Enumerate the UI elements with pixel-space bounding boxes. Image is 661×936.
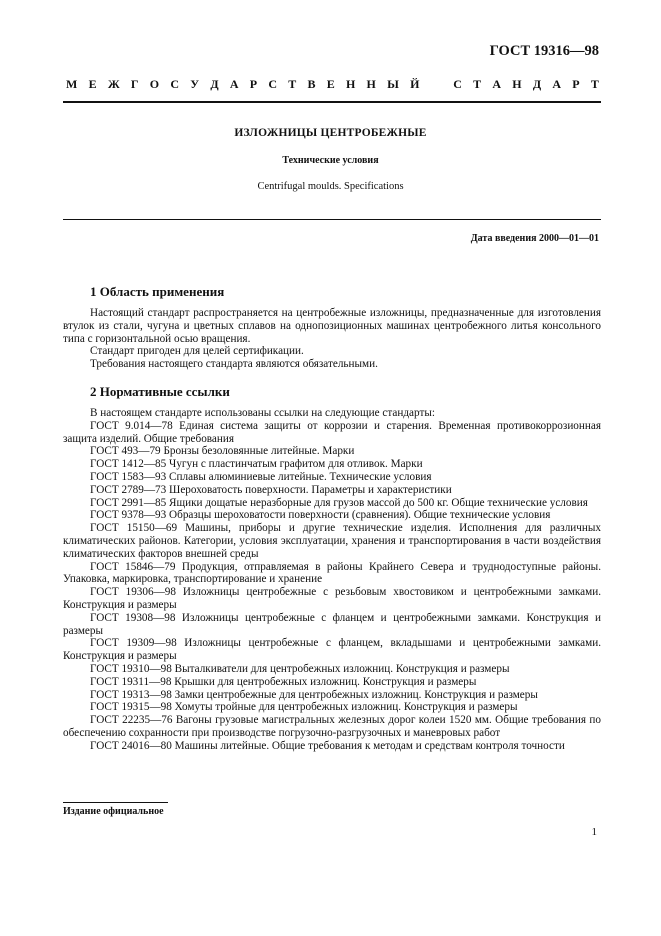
- banner-letter: Р: [572, 77, 580, 91]
- document-subtitle: Технические условия: [282, 155, 379, 166]
- section-heading: 1 Область применения: [90, 284, 225, 299]
- banner-letter: Н: [345, 77, 356, 91]
- banner-letter: Р: [249, 77, 258, 91]
- banner-letter: Й: [410, 77, 420, 91]
- banner-letter: В: [307, 77, 316, 91]
- banner-letter: А: [492, 77, 502, 91]
- document-title: ИЗЛОЖНИЦЫ ЦЕНТРОБЕЖНЫЕ: [234, 127, 427, 139]
- banner-letter: А: [552, 77, 562, 91]
- banner-letter: С: [268, 77, 277, 91]
- reference-item: ГОСТ 493—79 Бронзы безоловянные литейные. Марки: [90, 445, 355, 458]
- reference-item: ГОСТ 19308—98 Изложницы центробежные с фланцем и центробежными замками. Конструкция и размеры: [63, 611, 601, 637]
- banner-letter: Д: [210, 77, 219, 91]
- banner-letter: Ж: [107, 77, 120, 91]
- footer-divider: [63, 802, 168, 803]
- banner-letter: С: [453, 77, 462, 91]
- reference-item: ГОСТ 2789—73 Шероховатость поверхности. Параметры и характеристики: [90, 483, 452, 496]
- reference-item: ГОСТ 19306—98 Изложницы центробежные с резьбовым хвостовиком и центробежными замками. Конструкция и размеры: [63, 586, 601, 611]
- reference-item: ГОСТ 19310—98 Выталкиватели для центробежных изложниц. Конструкция и размеры: [90, 662, 510, 675]
- paragraph: Настоящий стандарт распространяется на центробежные изложницы, предназначенные для изготовления втулок из стали, чугуна и цветных сплавов на однопозиционных машинах центробежного литья консольного типа с горизонтальной осью вращения.: [63, 307, 601, 345]
- banner-letter: Н: [366, 77, 376, 91]
- reference-item: ГОСТ 2991—85 Ящики дощатые неразборные для грузов массой до 500 кг. Общие технические условия: [90, 496, 588, 509]
- banner-letter: Н: [512, 77, 522, 91]
- interstate-standard-banner: [66, 77, 599, 92]
- title-divider: [63, 219, 601, 220]
- introduction-date: Дата введения 2000—01—01: [470, 233, 599, 244]
- reference-item: ГОСТ 15150—69 Машины, приборы и другие технические изделия. Исполнения для различных климатических районов. Категории, условия эксплуатации, хранения и транспортирования в части воздействия климатических факторов внешней среды: [63, 522, 601, 560]
- banner-letter: Т: [590, 77, 599, 91]
- reference-item: ГОСТ 19315—98 Хомуты тройные для центробежных изложниц. Конструкция и размеры: [90, 701, 518, 714]
- banner-letter: Е: [88, 77, 97, 91]
- banner-letter: Ы: [387, 77, 399, 91]
- document-code: ГОСТ 19316—98: [489, 43, 599, 59]
- banner-letter: М: [66, 77, 78, 91]
- paragraph: Стандарт пригоден для целей сертификации.: [90, 345, 304, 358]
- banner-letter: О: [149, 77, 160, 91]
- banner-divider: [63, 101, 601, 103]
- reference-item: ГОСТ 9378—93 Образцы шероховатости поверхности (сравнения). Общие технические условия: [90, 509, 551, 522]
- page-number: 1: [591, 826, 597, 838]
- reference-item: ГОСТ 1583—93 Сплавы алюминиевые литейные. Технические условия: [90, 470, 432, 483]
- banner-letter: Т: [288, 77, 297, 91]
- reference-item: ГОСТ 19309—98 Изложницы центробежные с фланцем, вкладышами и центробежными замками. Конструкция и размеры: [63, 637, 601, 663]
- reference-item: ГОСТ 19313—98 Замки центробежные для центробежных изложниц. Конструкция и размеры: [90, 688, 538, 701]
- english-title: Centrifugal moulds. Specifications: [257, 181, 404, 192]
- banner-letter: А: [229, 77, 239, 91]
- banner-letter: Е: [326, 77, 335, 91]
- reference-item: ГОСТ 22235—76 Вагоны грузовые магистральных железных дорог колеи 1520 мм. Общие требования по обеспечению сохранности при производстве погрузочно-разгрузочных и маневровых работ: [63, 714, 601, 739]
- reference-item: ГОСТ 19311—98 Крышки для центробежных изложниц. Конструкция и размеры: [90, 675, 477, 688]
- banner-letter: Т: [473, 77, 482, 91]
- section-normative-references: [63, 384, 601, 753]
- paragraph: В настоящем стандарте использованы ссылки на следующие стандарты:: [90, 407, 435, 419]
- banner-letter: Г: [130, 77, 139, 91]
- banner-letter: С: [170, 77, 180, 91]
- banner-letter: Д: [532, 77, 542, 91]
- reference-item: ГОСТ 15846—79 Продукция, отправляемая в районы Крайнего Севера и труднодоступные районы. Упаковка, маркировка, транспортирование и хранение: [63, 560, 601, 586]
- paragraph: Требования настоящего стандарта являются обязательными.: [90, 358, 378, 371]
- reference-item: ГОСТ 9.014—78 Единая система защиты от коррозии и старения. Временная противокоррозионная защита изделий. Общие требования: [63, 419, 601, 445]
- reference-item: ГОСТ 24016—80 Машины литейные. Общие требования к методам и средствам контроля точности: [90, 739, 565, 752]
- section-heading: 2 Нормативные ссылки: [90, 384, 230, 399]
- reference-item: ГОСТ 1412—85 Чугун с пластинчатым графитом для отливок. Марки: [90, 458, 423, 471]
- banner-letter: У: [190, 77, 200, 91]
- official-edition-label: Издание официальное: [63, 806, 164, 817]
- section-scope: [63, 284, 601, 371]
